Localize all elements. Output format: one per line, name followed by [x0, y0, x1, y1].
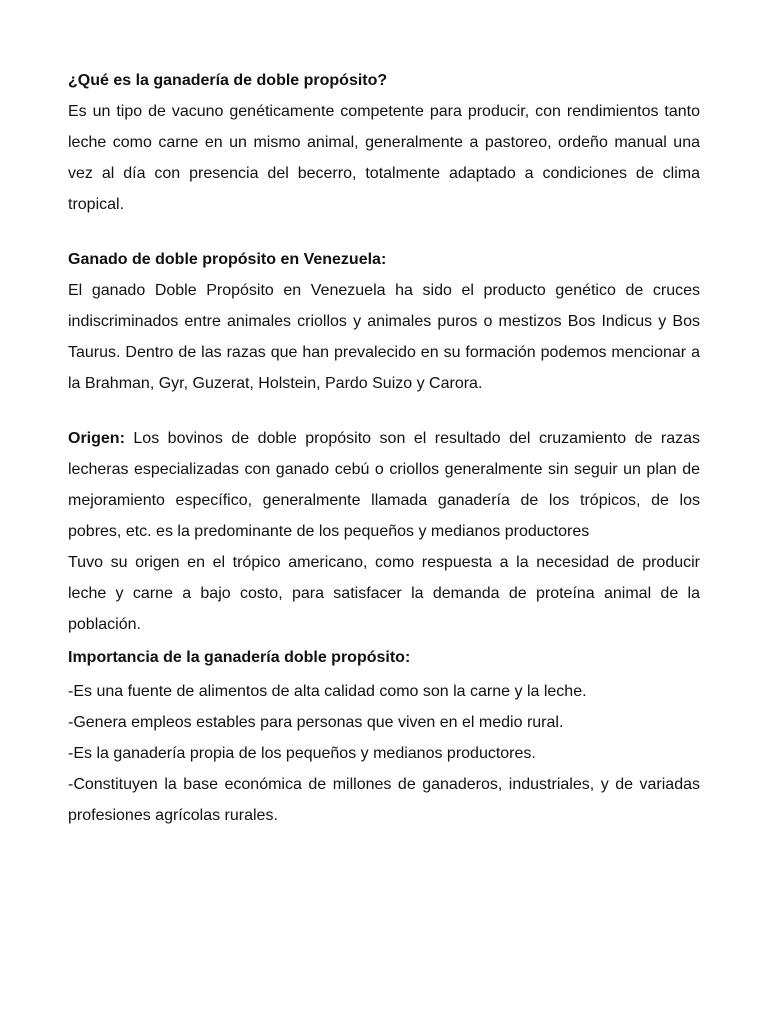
list-item: -Es la ganadería propia de los pequeños y medianos productores. — [68, 745, 536, 762]
paragraph-venezuela: El ganado Doble Propósito en Venezuela ha sido el producto genético de cruces indiscriminados entre animales criollos y animales puros o mestizos Bos Indicus y Bos Taurus. Dentro de las razas que han prevalecido en su formación podemos mencionar a la Brahman, Gyr, Guzerat, Holstein, Pardo Suizo y Carora. — [68, 282, 700, 392]
list-item: -Genera empleos estables para personas que viven en el medio rural. — [68, 714, 564, 731]
paragraph-origen-tropico: Tuvo su origen en el trópico americano, como respuesta a la necesidad de producir leche y carne a bajo costo, para satisfacer la demanda de proteína animal de la población. — [68, 554, 700, 633]
section-heading-importancia: Importancia de la ganadería doble propósito: — [68, 649, 411, 666]
spacer — [68, 220, 700, 244]
document-page — [68, 65, 700, 831]
origen-label: Origen: — [68, 430, 125, 447]
spacer — [68, 399, 700, 423]
list-item: -Constituyen la base económica de millones de ganaderos, industriales, y de variadas profesiones agrícolas rurales. — [68, 776, 700, 824]
paragraph-origen — [68, 423, 700, 547]
origen-text: Los bovinos de doble propósito son el resultado del cruzamiento de razas lecheras especializadas con ganado cebú o criollos generalmente sin seguir un plan de mejoramiento específico, generalmente llamada ganadería de los trópicos, de los pobres, etc. es la predominante de los pequeños y medianos productores — [68, 430, 700, 540]
section-heading-que-es: ¿Qué es la ganadería de doble propósito? — [68, 72, 388, 89]
paragraph-definicion: Es un tipo de vacuno genéticamente competente para producir, con rendimientos tanto leche como carne en un mismo animal, generalmente a pastoreo, ordeño manual una vez al día con presencia del becerro, totalmente adaptado a condiciones de clima tropical. — [68, 103, 700, 213]
list-item: -Es una fuente de alimentos de alta calidad como son la carne y la leche. — [68, 683, 587, 700]
section-heading-venezuela: Ganado de doble propósito en Venezuela: — [68, 251, 387, 268]
